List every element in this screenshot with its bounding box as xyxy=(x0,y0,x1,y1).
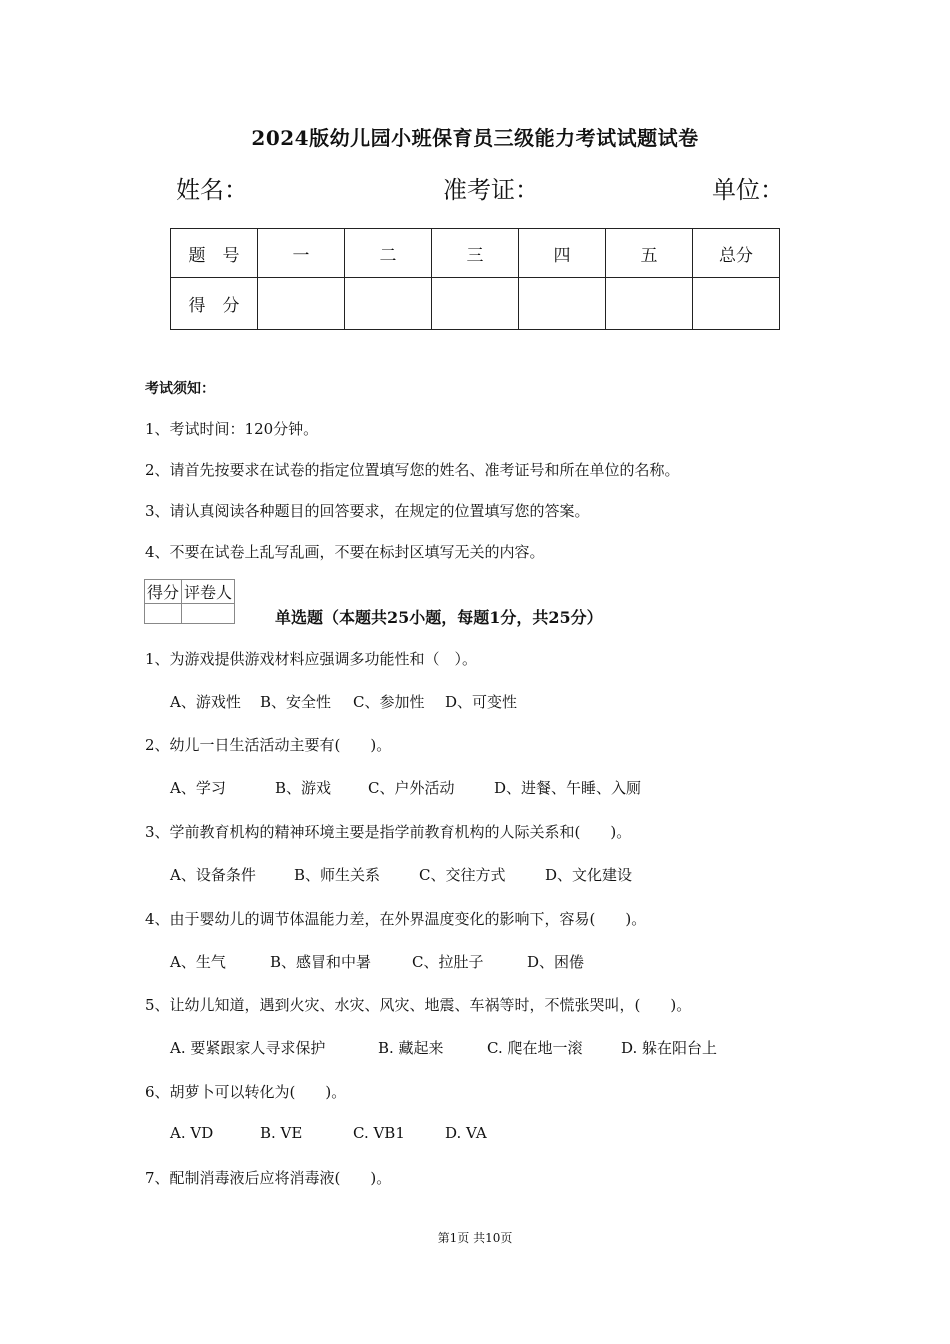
score-cell[interactable] xyxy=(432,278,519,330)
score-header-cell: 一 xyxy=(258,229,345,278)
option[interactable]: B. VE xyxy=(260,1124,303,1142)
question-options xyxy=(170,1037,717,1058)
question-text: 7、配制消毒液后应将消毒液( )。 xyxy=(145,1169,392,1187)
option[interactable]: C、参加性 xyxy=(353,693,425,711)
option[interactable]: A、设备条件 xyxy=(170,866,256,884)
option[interactable]: A. 要紧跟家人寻求保护 xyxy=(170,1039,326,1057)
score-header-cell: 四 xyxy=(519,229,606,278)
score-cell[interactable] xyxy=(606,278,693,330)
question-options xyxy=(170,777,641,798)
grader-name-cell[interactable] xyxy=(182,604,235,624)
option[interactable]: C. VB1 xyxy=(353,1124,405,1142)
score-header-cell: 三 xyxy=(432,229,519,278)
page-footer: 第1页 共10页 xyxy=(437,1231,513,1245)
score-cell[interactable] xyxy=(519,278,606,330)
question-text: 2、幼儿一日生活活动主要有( )。 xyxy=(145,736,392,754)
option[interactable]: B、安全性 xyxy=(260,693,332,711)
option[interactable]: D. VA xyxy=(445,1124,487,1142)
question-options xyxy=(170,1124,487,1142)
option[interactable]: C、交往方式 xyxy=(419,866,506,884)
option[interactable]: C、拉肚子 xyxy=(412,953,484,971)
notice-item: 4、不要在试卷上乱写乱画，不要在标封区填写无关的内容。 xyxy=(145,543,545,561)
section-title: 单选题（本题共25小题，每题1分，共25分） xyxy=(275,608,603,627)
question-text: 5、让幼儿知道，遇到火灾、水灾、风灾、地震、车祸等时，不慌张哭叫，( )。 xyxy=(145,996,692,1014)
score-cell[interactable] xyxy=(258,278,345,330)
option[interactable]: D、进餐、午睡、入厕 xyxy=(494,779,642,797)
question-text: 1、为游戏提供游戏材料应强调多功能性和（ ）。 xyxy=(145,650,478,668)
option[interactable]: D、困倦 xyxy=(527,953,585,971)
question-text: 3、学前教育机构的精神环境主要是指学前教育机构的人际关系和( )。 xyxy=(145,823,632,841)
score-table-score-row xyxy=(171,278,780,330)
name-field-label: 姓名： xyxy=(176,176,248,204)
question-text: 4、由于婴幼儿的调节体温能力差，在外界温度变化的影响下，容易( )。 xyxy=(145,910,647,928)
grader-score-label: 得分 xyxy=(145,580,182,604)
option[interactable]: C、户外活动 xyxy=(368,779,455,797)
page-title: 2024版幼儿园小班保育员三级能力考试试题试卷 xyxy=(251,126,699,150)
option[interactable]: B. 藏起来 xyxy=(378,1039,444,1057)
score-header-cell: 二 xyxy=(345,229,432,278)
option[interactable]: B、游戏 xyxy=(275,779,332,797)
notice-item: 1、考试时间：120分钟。 xyxy=(145,420,319,438)
notice-item: 2、请首先按要求在试卷的指定位置填写您的姓名、准考证号和所在单位的名称。 xyxy=(145,461,680,479)
notice-item: 3、请认真阅读各种题目的回答要求，在规定的位置填写您的答案。 xyxy=(145,502,590,520)
question-options xyxy=(170,864,632,885)
score-cell[interactable] xyxy=(345,278,432,330)
option[interactable]: C. 爬在地一滚 xyxy=(487,1039,583,1057)
score-header-cell: 题 号 xyxy=(171,229,258,278)
question-options xyxy=(170,691,517,712)
score-header-cell: 五 xyxy=(606,229,693,278)
question-options xyxy=(170,951,584,972)
option[interactable]: A、游戏性 xyxy=(170,693,241,711)
option[interactable]: D、可变性 xyxy=(445,693,518,711)
unit-field-label: 单位： xyxy=(712,176,784,204)
score-table-header-row xyxy=(171,229,780,278)
option[interactable]: A. VD xyxy=(170,1124,214,1142)
score-row-label: 得 分 xyxy=(171,278,258,330)
option[interactable]: A、生气 xyxy=(170,953,226,971)
score-header-cell: 总分 xyxy=(693,229,780,278)
option[interactable]: B、感冒和中暑 xyxy=(270,953,372,971)
option[interactable]: D、文化建设 xyxy=(545,866,633,884)
option[interactable]: A、学习 xyxy=(170,779,226,797)
option[interactable]: B、师生关系 xyxy=(294,866,381,884)
notice-title: 考试须知： xyxy=(145,381,215,397)
question-text: 6、胡萝卜可以转化为( )。 xyxy=(145,1083,347,1101)
option[interactable]: D. 躲在阳台上 xyxy=(621,1039,718,1057)
grader-score-cell[interactable] xyxy=(145,604,182,624)
grader-name-label: 评卷人 xyxy=(182,580,235,604)
exam-id-field-label: 准考证： xyxy=(443,176,539,204)
score-table xyxy=(170,228,780,330)
grader-box xyxy=(144,579,235,624)
score-cell[interactable] xyxy=(693,278,780,330)
